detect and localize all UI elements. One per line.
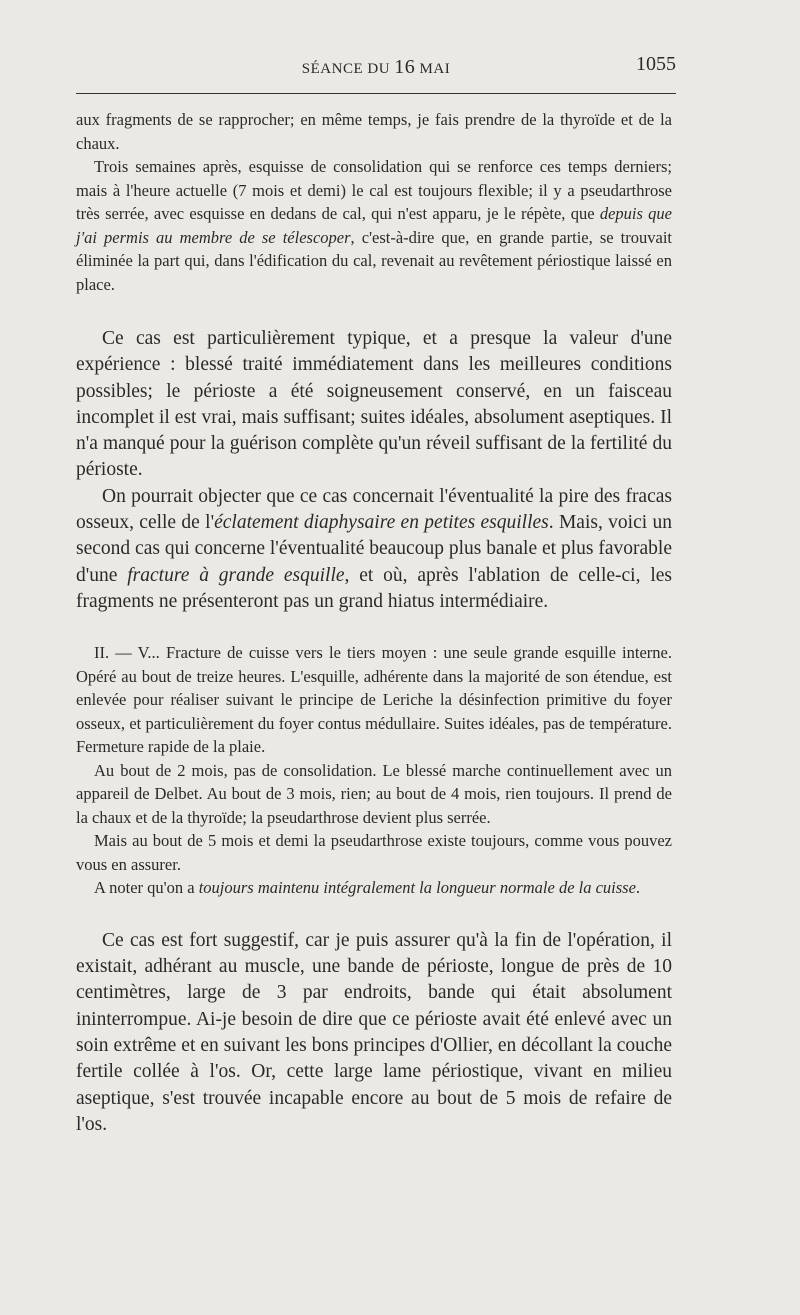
page-number: 1055	[636, 53, 676, 75]
page-body	[76, 108, 672, 1138]
italic-text: depuis que j'ai permis au membre de se télescoper	[76, 204, 672, 247]
paragraph	[76, 108, 672, 155]
text-run: aux fragments de se rapprocher; en même temps, je fais prendre de la thyroïde et de la chaux.	[76, 110, 672, 153]
paragraph	[76, 155, 672, 296]
text-run: Ce cas est particulièrement typique, et a presque la valeur d'une expérience : blessé traité immédiatement dans les meilleures conditions possibles; le périoste a été soigneusement conservé, en un faisceau incomplet il est vrai, mais suffisant; suites idéales, absolument aseptiques. Il n'a manqué pour la guérison complète qu'un réveil suffisant de la fertilité du périoste.	[76, 328, 672, 481]
discussion-two	[76, 928, 672, 1138]
text-run: Mais au bout de 5 mois et demi la pseudarthrose existe toujours, comme vous pouvez vous en assurer.	[76, 831, 672, 874]
text-run: .	[635, 878, 641, 898]
text-run: , et où, après l'ablation de celle-ci, les fragments ne présenteront pas un grand hiatus intermédiaire.	[76, 564, 672, 612]
paragraph	[76, 641, 672, 759]
text-run: , c'est-à-dire que, en grande partie, se trouvait éliminée la part qui, dans l'édification du cal, revenait au revêtement périostique laissé en place.	[76, 227, 672, 294]
running-title	[76, 56, 676, 79]
paragraph	[76, 829, 672, 876]
case-one-continuation	[76, 108, 672, 296]
paragraph	[76, 928, 672, 1138]
paragraph	[76, 484, 672, 615]
italic-text: éclatement diaphysaire en petites esquilles	[214, 512, 549, 534]
paragraph	[76, 876, 672, 900]
italic-text: fracture à grande esquille	[127, 564, 345, 586]
text-run: On pourrait objecter que ce cas concernait l'éventualité la pire des fracas osseux, celle de l'	[76, 485, 672, 534]
paragraph	[76, 759, 672, 830]
running-title-prefix: SÉANCE DU	[301, 61, 391, 77]
text-run: Ce cas est fort suggestif, car je puis assurer qu'à la fin de l'opération, il existait, adhérant au muscle, une bande de périoste, longue de près de 10 centimètres, large de 3 par endroits, bande qui était absolument ininterrompue. Ai-je besoin de dire que ce périoste avait été enlevé avec un soin extrême et en suivant les bons principes d'Ollier, en décollant la couche fertile collée à l'os. Or, cette large lame périostique, vivant en milieu aseptique, s'est trouvée incapable encore au bout de 5 mois de refaire de l'os.	[76, 929, 672, 1135]
paragraph	[76, 326, 672, 484]
text-run: Trois semaines après, esquisse de consolidation qui se renforce ces temps derniers; mais à l'heure actuelle (7 mois et demi) le cal est toujours flexible; il y a pseudarthrose très serrée, avec esquisse en dedans de cal, qui n'est apparu, je le répète, que	[76, 157, 672, 223]
header-rule	[76, 93, 676, 94]
running-title-day: 16	[394, 56, 416, 78]
text-run: . Mais, voici un second cas qui concerne l'éventualité beaucoup plus banale et plus favorable d'une	[76, 512, 672, 586]
text-run: II. — V... Fracture de cuisse vers le tiers moyen : une seule grande esquille interne. Opéré au bout de treize heures. L'esquille, adhérente dans la majorité de son étendue, est enlevée pour réaliser suivant le principe de Leriche la désinfection primitive du foyer osseux, et particulièrement du foyer contus médullaire. Suites idéales, pas de température. Fermeture rapide de la plaie.	[76, 643, 672, 757]
italic-text: toujours maintenu intégralement la longueur normale de la cuisse	[198, 878, 636, 898]
text-run: Au bout de 2 mois, pas de consolidation. Le blessé marche continuellement avec un appareil de Delbet. Au bout de 3 mois, rien; au bout de 4 mois, rien toujours. Il prend de la chaux et de la thyroïde; la pseudarthrose devient plus serrée.	[76, 760, 672, 827]
running-title-month: MAI	[419, 61, 451, 77]
discussion-one	[76, 326, 672, 615]
case-two-report	[76, 641, 672, 900]
page-header	[76, 50, 676, 80]
text-run: A noter qu'on a	[94, 878, 199, 898]
